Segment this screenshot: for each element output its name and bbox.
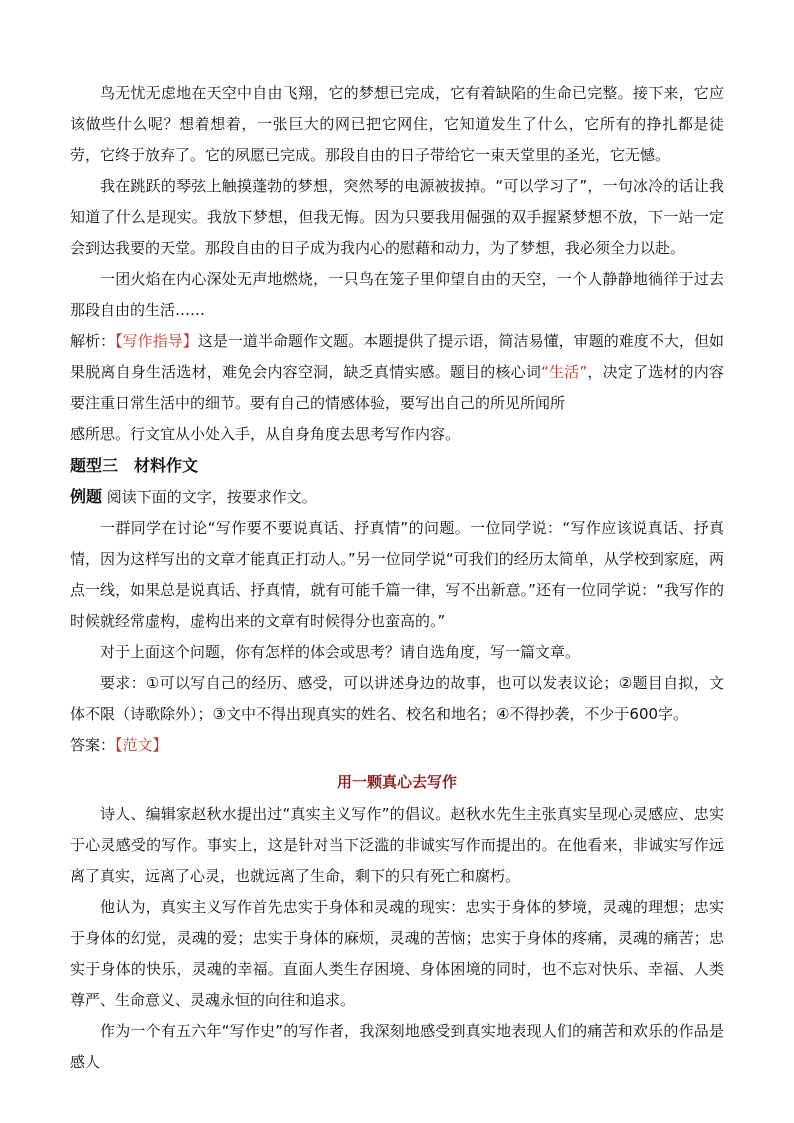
answer-label: 答案： <box>70 736 116 754</box>
analysis-text-after: ，决定了选材的内容要注重日常生活中的细节。要有自己的情感体验，要写出自己的所见所闻所 <box>70 363 724 412</box>
example-requirements: 要求：①可以写自己的经历、感受，可以讲述身边的故事，也可以发表议论；②题目自拟，文体不限（诗歌除外）；③文中不得出现真实的姓名、校名和地名；④不得抄袭，不少于600字。 <box>70 674 724 723</box>
example-instruction: 阅读下面的文字，按要求作文。 <box>106 488 317 506</box>
example-label: 例题 <box>70 487 103 506</box>
analysis-text: 这是一道半命题作文题。本题提供了提示语，简洁易懂，审题的难度不大，但如果脱离自身生活选材，难免会内容空洞，缺乏真情实感。题目的核心词 <box>70 332 724 381</box>
answer-tag: 【范文】 <box>115 736 168 754</box>
section-label: 题型三 <box>70 456 119 475</box>
body-paragraph: 我在跳跃的琴弦上触摸蓬勃的梦想，突然琴的电源被拔掉。“可以学习了”，一句冰冷的话让我知道了什么是现实。我放下梦想，但我无悔。因为只要我用倔强的双手握紧梦想不放，下一站一定会到达我要的天堂。那段自由的日子成为我内心的慰藉和动力，为了梦想，我必须全力以赴。 <box>70 177 724 257</box>
essay-paragraph: 作为一个有五六年“写作史”的写作者，我深刻地感受到真实地表现人们的痛苦和欢乐的作品是感人 <box>70 1022 724 1071</box>
essay-paragraph: 他认为，真实主义写作首先忠实于身体和灵魂的现实：忠实于身体的梦境，灵魂的理想；忠实于身体的幻觉，灵魂的爱；忠实于身体的麻烦，灵魂的苦恼；忠实于身体的疼痛，灵魂的痛苦；忠实于身体的快乐，灵魂的幸福。直面人类生存困境、身体困境的同时，也不忘对快乐、幸福、人类尊严、生命意义、灵魂永恒的向往和追求。 <box>70 898 724 1009</box>
body-paragraph: 一团火焰在内心深处无声地燃烧，一只鸟在笼子里仰望自由的天空，一个人静静地徜徉于过去那段自由的生活…… <box>70 270 724 319</box>
answer-line <box>70 730 724 761</box>
analysis-label: 解析： <box>70 332 116 350</box>
example-prompt: 对于上面这个问题，你有怎样的体会或思考？请自选角度，写一篇文章。 <box>100 643 581 661</box>
section-title: 材料作文 <box>134 456 199 475</box>
example-material: 一群同学在讨论“写作要不要说真话、抒真情”的问题。一位同学说：“写作应该说真话、抒真情，因为这样写出的文章才能真正打动人。”另一位同学说“可我们的经历太简单，从学校到家庭，两点一线，如果总是说真话、抒真情，就有可能千篇一律，写不出新意。”还有一位同学说：“我写作的时候就经常虚构，虚构出来的文章有时候得分也蛮高的。” <box>70 519 724 630</box>
analysis-tag: 【写作指导】 <box>115 332 198 350</box>
example-line <box>70 481 724 513</box>
body-paragraph: 鸟无忧无虑地在天空中自由飞翔，它的梦想已完成，它有着缺陷的生命已完整。接下来，它应该做些什么呢？想着想着，一张巨大的网已把它网住，它知道发生了什么，它所有的挣扎都是徒劳，它终于放弃了。它的夙愿已完成。那段自由的日子带给它一束天堂里的圣光，它无憾。 <box>70 84 724 164</box>
essay-title: 用一颗真心去写作 <box>336 773 457 791</box>
analysis-paragraph <box>70 326 724 419</box>
section-heading <box>70 450 724 481</box>
analysis-last-line: 感所思。行文宜从小处入手，从自身角度去思考写作内容。 <box>70 425 461 443</box>
essay-paragraph: 诗人、编辑家赵秋水提出过“真实主义写作”的倡议。赵秋水先生主张真实呈现心灵感应、忠实于心灵感受的写作。事实上，这是针对当下泛滥的非诚实写作而提出的。在他看来，非诚实写作远离了真实，远离了心灵，也就远离了生命，剩下的只有死亡和腐朽。 <box>70 805 724 885</box>
analysis-keyword: “生活” <box>541 363 588 381</box>
